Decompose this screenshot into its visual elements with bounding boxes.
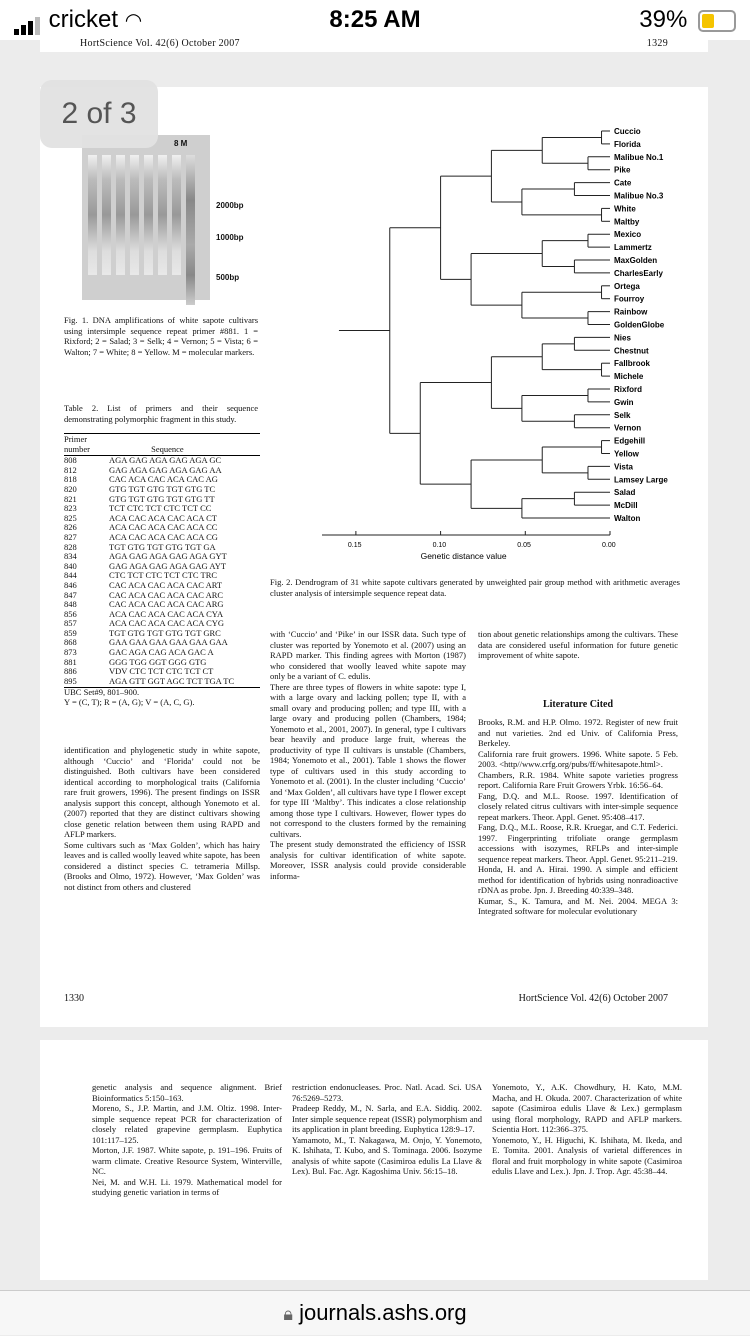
body-left-col: identification and phylogenetic study in white sapote, although ‘Cuccio’ and ‘Florida’ could not be distinguished. Both cultivars have been considered identical according to morphological traits (California rare fruit growers, 1996). The present findings on ISSR analysis support this concept, although Yonemoto et al. (2007) reported that they are distinct cultivars showing close genetic relation between them using RAPD and AFLP markers. Some cultivars such as ‘Max Golden’, which has hairy leaves and is called woolly leaved white sapote, has been considered a distinct species C. tetrameria Millsp. (Brooks and Olmo, 1972). However, ‘Max Golden’ was not distinct from others and clustered — [64, 745, 260, 892]
primer-sequence: GTG TGT GTG TGT GTG TC — [109, 483, 216, 494]
primer-sequence: GTG TGT GTG TGT GTG TT — [109, 493, 215, 504]
primer-sequence: GAA GAA GAA GAA GAA GAA — [109, 637, 228, 648]
primer-sequence: ACA CAC ACA CAC ACA CT — [109, 512, 217, 523]
dendrogram-leaf-label: Edgehill — [614, 436, 646, 446]
dendrogram-leaf-label: Nies — [614, 333, 631, 343]
primer-number: 857 — [64, 618, 77, 629]
primer-sequence: AGA GAG AGA GAG AGA GC — [109, 455, 222, 466]
table2: Primer number Sequence 808 AGA GAG AGA GAG AGA GC 812 GAG AGA GAG AGA GAG AA 818 CAC ACA CAC ACA CAC AG 820 GTG TGT GTG TGT GTG TC 821 GTG TGT GTG TGT GTG TT 823 TCT CTC TCT CTC TCT CC 825 ACA CAC ACA CAC ACA CT 826 ACA CAC ACA CAC ACA CC 827 ACA CAC ACA CAC ACA CG 828 TGT GTG TGT GTG TGT GA 834 AGA GAG AGA GAG AGA GYT 840 GAG AGA GAG AGA GAG AYT 844 CTC TCT CTC TCT CTC TRC 846 CAC ACA CAC ACA CAC ART 847 CAC ACA CAC ACA CAC ARC 848 CAC ACA CAC ACA CAC ARG 856 ACA CAC ACA CAC ACA CYA 857 ACA CAC ACA CAC ACA CYG 859 TGT GTG TGT GTG TGT GRC 868 GAA GAA GAA GAA GAA GAA 873 GAC AGA CAG ACA GAC A 881 GGG TGG GGT GGG GTG 886 VDV CTC TCT CTC TCT CT 895 AGA GTT GGT AGC TCT TGA TC UBC Set#9, 801–900. Y = (C, T); R = (A, G); V = (A, C, G). — [64, 433, 260, 708]
dendrogram-leaf-label: Malibue No.3 — [614, 191, 664, 201]
primer-number: 812 — [64, 464, 77, 475]
dendrogram-leaf-label: Rainbow — [614, 307, 648, 317]
dendrogram-leaf-label: White — [614, 204, 636, 214]
primer-number: 868 — [64, 637, 77, 648]
primer-number: 818 — [64, 474, 77, 485]
literature-cited-title: Literature Cited — [542, 699, 614, 710]
pdf-page-2 — [40, 87, 708, 1027]
primer-number: 886 — [64, 666, 77, 677]
dendrogram-leaf-label: GoldenGlobe — [614, 320, 665, 330]
primer-number: 808 — [64, 455, 77, 466]
page3-col2: restriction endonucleases. Proc. Natl. Acad. Sci. USA 76:5269–5273. Pradeep Reddy, M., N. Sarla, and E.A. Siddiq. 2002. Inter simple sequence repeat (ISSR) polymorphism and its application in plant breeding. Euphytica 128:9–17. Yamamoto, M., T. Nakagawa, M. Onjo, Y. Yonemoto, K. Ishihata, T. Kubo, and S. Tominaga. 2006. Isozyme analysis of white sapote (Casimiroa edulis La Llave & Lex). Bul. Fac. Agr. Kagoshima Univ. 56:15–18. — [292, 1082, 482, 1176]
dendrogram — [270, 125, 690, 565]
dendrogram-axis-label: Genetic distance value — [420, 551, 507, 561]
primer-number: 848 — [64, 599, 77, 610]
dendrogram-leaf-label: Michele — [614, 372, 644, 382]
primer-sequence: GGG TGG GGT GGG GTG — [109, 656, 207, 667]
body-right-col: tion about genetic relationships among the cultivars. These data are considered useful information for future genetic improvement of white sapote. — [478, 629, 679, 660]
primer-number: 895 — [64, 675, 77, 686]
primer-sequence: GAG AGA GAG AGA GAG AA — [109, 464, 222, 475]
references: Brooks, R.M. and H.P. Olmo. 1972. Register of new fruit and nut varieties. 2nd ed Univ. of California Press, Berkeley. California rare fruit growers. 1996. White sapote. 5 Feb. 2003. <http//www.crfg.org/pubs/ff/whitesapote.html>. Chambers, R.R. 1984. White sapote varieties progress report. California Rare Fruit Growers Yrbk. 16:56–64. Fang, D.Q. and M.L. Roose. 1997. Identification of closely related citrus cultivars with inter-simple sequence repeat markers. Theor. Appl. Genet. 95:408–417. Fang, D.Q., M.L. Roose, R.R. Kruegar, and C.T. Federici. 1997. Fingerprinting trifoliate orange germplasm accessions with isozymes, RFLPs and inter-simple sequence repeat markers. Theor. Appl. Genet. 95:211–219. Honda, H. and A. Hirai. 1990. A simple and efficient method for identification of hybrids using nonradioactive rDNA as probe. Jpn. J. Breeding 40:339–348. Kumar, S., K. Tamura, and M. Nei. 2004. MEGA 3: Integrated software for molecular evolutionary — [478, 717, 678, 916]
dendrogram-leaf-label: Pike — [614, 165, 631, 175]
primer-number: 840 — [64, 560, 77, 571]
primer-number: 826 — [64, 522, 77, 533]
dendrogram-leaf-label: Mexico — [614, 230, 642, 240]
dendrogram-leaf-label: Maltby — [614, 217, 640, 227]
battery: 39% — [639, 6, 736, 34]
lock-icon: 🔒︎ — [283, 1304, 293, 1324]
dendrogram-leaf-label: Cate — [614, 178, 632, 188]
marker-500: 500bp — [216, 273, 240, 282]
dendrogram-leaf-label: Lamsey Large — [614, 475, 668, 485]
primer-number: 823 — [64, 503, 77, 514]
clock: 8:25 AM — [329, 6, 421, 33]
primer-number: 825 — [64, 512, 77, 523]
primer-sequence: ACA CAC ACA CAC ACA CG — [109, 531, 218, 542]
dendrogram-leaf-label: Vista — [614, 462, 633, 472]
primer-number: 881 — [64, 656, 77, 667]
dendrogram-leaf-label: McDill — [614, 501, 638, 511]
dendrogram-leaf-label: Lammertz — [614, 243, 652, 253]
dendrogram-leaf-label: Selk — [614, 410, 631, 420]
fig2-caption: Fig. 2. Dendrogram of 31 white sapote cultivars generated by unweighted pair group method with arithmetic averages cluster analysis of intersimple sequence repeat data. — [270, 577, 680, 598]
dendrogram-leaf-label: Ortega — [614, 281, 640, 291]
wifi-icon: ◠ — [124, 10, 143, 32]
battery-icon — [698, 10, 736, 32]
primer-sequence: ACA CAC ACA CAC ACA CYG — [109, 618, 225, 629]
page-header: HortScience Vol. 42(6) October 2007 — [80, 38, 240, 49]
status-bar — [0, 0, 750, 40]
primer-sequence: CAC ACA CAC ACA CAC ARC — [109, 589, 224, 600]
dendrogram-leaf-label: CharlesEarly — [614, 268, 663, 278]
dendrogram-leaf-label: Cuccio — [614, 127, 641, 136]
carrier: cricket ◠ — [14, 6, 142, 35]
dendrogram-leaf-label: Yellow — [614, 449, 639, 459]
primer-number: 873 — [64, 647, 77, 658]
primer-number: 828 — [64, 541, 77, 552]
dendrogram-leaf-label: Vernon — [614, 423, 642, 433]
dendrogram-leaf-label: Fallbrook — [614, 359, 651, 369]
dendrogram-tick-label: 0.05 — [517, 542, 531, 549]
primer-sequence: TCT CTC TCT CTC TCT CC — [109, 503, 212, 514]
primer-sequence: ACA CAC ACA CAC ACA CC — [109, 522, 218, 533]
primer-number: 827 — [64, 531, 77, 542]
page-number: 1330 — [64, 993, 84, 1004]
dendrogram-leaf-label: Rixford — [614, 385, 642, 394]
primer-number: 847 — [64, 589, 77, 600]
primer-sequence: GAC AGA CAG ACA GAC A — [109, 647, 214, 658]
primer-sequence: ACA CAC ACA CAC ACA CYA — [109, 608, 224, 619]
primer-number: 844 — [64, 570, 77, 581]
dendrogram-tick-label: 0.10 — [432, 542, 447, 549]
url-text: journals.ashs.org — [299, 1300, 467, 1325]
primer-number: 856 — [64, 608, 77, 619]
primer-sequence: CAC ACA CAC ACA CAC ART — [109, 579, 223, 590]
primer-sequence: VDV CTC TCT CTC TCT CT — [109, 666, 214, 677]
table2-caption: Table 2. List of primers and their sequence demonstrating polymorphic fragment in this study. — [64, 403, 258, 424]
primer-sequence: AGA GTT GGT AGC TCT TGA TC — [109, 675, 235, 686]
primer-sequence: CTC TCT CTC TCT CTC TRC — [109, 570, 218, 581]
dendrogram-leaf-label: Salad — [614, 488, 636, 498]
pdf-page-3 — [40, 1040, 708, 1280]
marker-1000: 1000bp — [216, 233, 244, 242]
dendrogram-leaf-label: Gwin — [614, 397, 634, 407]
dendrogram-leaf-label: Florida — [614, 139, 641, 149]
page3-col1: genetic analysis and sequence alignment. Brief Bioinformatics 5:150–163. Moreno, S., J.P. Martin, and J.M. Oltiz. 1998. Inter-simple sequence repeat PCR for characterization of closely related grapevine germplasm. Euphytica 101:117–125. Morton, J.F. 1987. White sapote, p. 191–196. Fruits of warm climate. Creative Resource System, Winterville, NC. Nei, M. and W.H. Li. 1979. Mathematical model for studying genetic variation in terms of — [92, 1082, 282, 1197]
dendrogram-leaf-label: MaxGolden — [614, 256, 658, 265]
primer-number: 859 — [64, 627, 77, 638]
primer-number: 821 — [64, 493, 77, 504]
primer-number: 846 — [64, 579, 77, 590]
fig1-caption: Fig. 1. DNA amplifications of white sapote cultivars using intersimple sequence repeat primer #881. 1 = Rixford; 2 = Salad; 3 = Selk; 4 = Vernon; 5 = Vista; 6 = Walton; 7 = White; 8 = Yellow. M = molecular markers. — [64, 315, 258, 357]
marker-2000: 2000bp — [216, 201, 244, 210]
primer-number: 834 — [64, 551, 77, 562]
page-indicator: 2 of 3 — [40, 80, 158, 148]
dendrogram-leaf-label: Chestnut — [614, 346, 649, 356]
body-mid-col: with ‘Cuccio’ and ‘Pike’ in our ISSR data. Such type of cluster was reported by Yonemoto et al. (2007) using an RAPD marker. This finding agrees with Morton (1987) who considered that woolly leaved white sapote may only be a variant of C. edulis. There are three types of flowers in white sapote: type I, with a large ovary and lacking pollen; type II, with a small ovary and producing pollen; and type III, with a large ovary and producing pollen (Chambers, 1984; Yonemoto et al., 2001, 2007). In general, type I cultivars bear heavily and produce large fruit, whereas the productivity of type II cultivars is unstable (Chambers, 1984; Yonemoto et al., 2001). Table 1 shows the flower type of cultivars used in this study according to Yonemoto et al. (2001). In the cluster including ‘Cuccio’ and ‘Max Golden’, all cultivars have type I flower except for type III ‘Maltby’. This indicates a close relationship among those type I cultivars. However, flower types do not correspond to the clusters formed by the remaining cultivars. The present study demonstrated the efficiency of ISSR analysis for cultivar identification of white sapote. Moreover, ISSR analysis could provide considerable informa- — [270, 629, 466, 881]
page-number-top: 1329 — [646, 38, 668, 49]
table-row — [64, 677, 260, 687]
url-bar[interactable] — [0, 1290, 750, 1335]
primer-sequence: CAC ACA CAC ACA CAC ARG — [109, 599, 224, 610]
dendrogram-leaf-label: Walton — [614, 514, 641, 523]
primer-sequence: TGT GTG TGT GTG TGT GRC — [109, 627, 221, 638]
dendrogram-tick-label: 0.00 — [602, 542, 616, 549]
page3-col3: Yonemoto, Y., A.K. Chowdhury, H. Kato, M.M. Macha, and H. Okuda. 2007. Characterization of white sapote (Casimiroa edulis Llave & Lex.) germplasm using floral morphology, RAPD and AFLP markers. Scientia Hort. 112:366–375. Yonemoto, Y., H. Higuchi, K. Ishihata, M. Ikeda, and E. Tomita. 2001. Analysis of varietal differences in floral and fruit morphology in white sapote (Casimiroa edulis Llave and Lex.). Jpn. J. Trop. Agr. 45:38–44. — [492, 1082, 682, 1176]
footer-journal: HortScience Vol. 42(6) October 2007 — [518, 993, 668, 1004]
dendrogram-tick-label: 0.15 — [347, 542, 362, 549]
primer-sequence: AGA GAG AGA GAG AGA GYT — [109, 551, 227, 562]
gel-image: 8 M — [82, 135, 210, 300]
dendrogram-leaf-label: Fourroy — [614, 294, 645, 304]
primer-sequence: CAC ACA CAC ACA CAC AG — [109, 474, 218, 485]
primer-sequence: GAG AGA GAG AGA GAG AYT — [109, 560, 227, 571]
page-1-sliver — [40, 40, 708, 52]
primer-number: 820 — [64, 483, 77, 494]
dendrogram-leaf-label: Malibue No.1 — [614, 152, 664, 162]
primer-sequence: TGT GTG TGT GTG TGT GA — [109, 541, 216, 552]
